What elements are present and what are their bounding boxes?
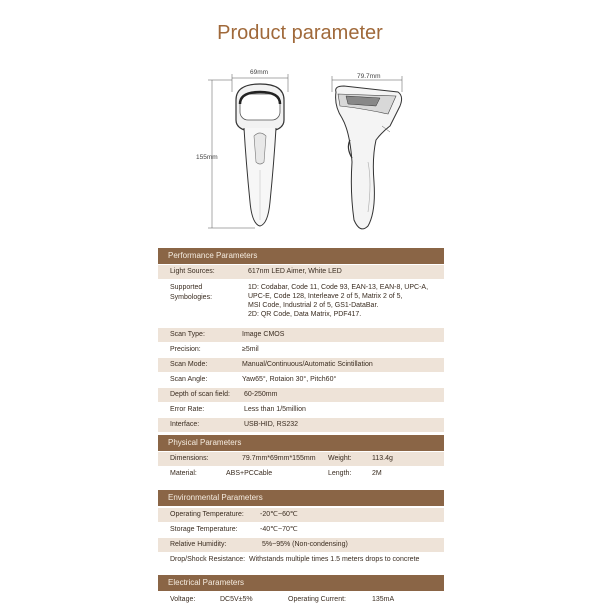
table-row: Scan Type: Image CMOS [158,328,444,342]
table-row: Error Rate: Less than 1/5million [170,406,306,413]
side-width-label: 79.7mm [357,73,381,80]
table-row: Relative Humidity: 5%~95% (Non-condensing) [158,538,444,552]
environmental-header: Environmental Parameters [158,490,444,506]
table-row: Scan Angle: Yaw65°, Rotaion 30°, Pitch60° [170,376,337,383]
table-row: Precision: ≥5mil [170,346,259,353]
parameter-table [158,248,444,607]
table-row: Operating Temperature: -20℃~60℃ [158,508,444,522]
page-title: Product parameter [217,22,383,44]
scanner-side-view [320,62,430,242]
table-row: Dimensions: 79.7mm*69mm*155mm Weight: 113.4g [158,452,444,466]
table-row: Depth of scan field: 60-250mm [158,388,444,402]
table-row: Light Sources: 617nm LED Aimer, White LED [158,265,444,279]
performance-header: Performance Parameters [158,248,444,264]
electrical-header: Electrical Parameters [158,575,444,591]
table-row: Supported Symbologies: 1D: Codabar, Code 11, Code 93, EAN-13, EAN-8, UPC-A, UPC-E, Code 128, Interleave 2 of 5, Matrix 2 of 5, MSI Code, Industrial 2 of 5, GS1-DataBar. 2D: QR Code, Data Matrix, PDF417. [170,284,429,318]
physical-header: Physical Parameters [158,435,444,451]
table-row: Scan Mode: Manual/Continuous/Automatic Scintillation [158,358,444,372]
table-row: Drop/Shock Resistance: Withstands multiple times 1.5 meters drops to concrete [170,556,420,563]
table-row: Interface: USB-HID, RS232 [158,418,444,432]
table-row: Material: ABS+PCCable Length: 2M [170,470,382,477]
table-row: Voltage: DC5V±5% Operating Current: 135mA [170,596,395,603]
scanner-front-view [180,62,320,242]
table-row: Storage Temperature: -40℃~70℃ [170,526,298,533]
front-width-label: 69mm [250,69,269,76]
height-label: 155mm [196,154,218,161]
